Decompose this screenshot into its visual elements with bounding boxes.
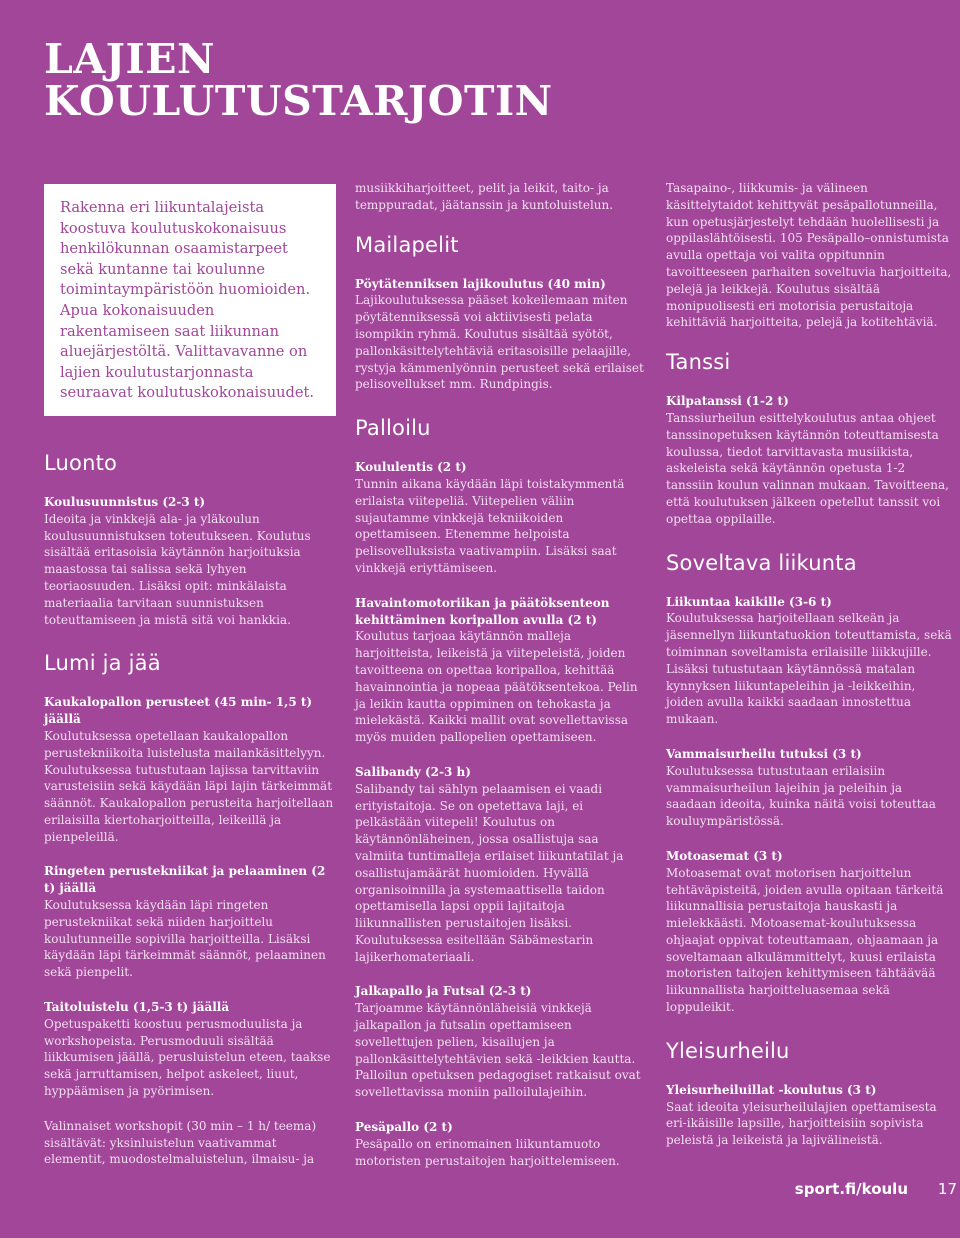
course-title: Liikuntaa kaikille (3-6 t)	[666, 594, 832, 609]
course-title: Ringeten perustekniikat ja pelaaminen (2 t) jäällä	[44, 864, 326, 896]
section-yleisurheilu	[666, 1038, 956, 1149]
course-title: Taitoluistelu (1,5-3 t) jäällä	[44, 1000, 230, 1015]
course-item	[44, 494, 336, 628]
course-title: Yleisurheiluillat -koulutus (3 t)	[666, 1082, 877, 1097]
course-item	[666, 1082, 956, 1149]
course-text: Motoasemat ovat motorisen harjoittelun tehtäväpisteitä, joiden avulla opitaan tärkeitä liikunnallisia perustaitoja hauskasti ja mielekkäästi. Motoasemat-koulutuksessa ohjaajat oppivat toteuttamaan, ohjaamaan ja soveltamaan alkulämmittelyt, kuusi erilaista motoristen taitojen kehittymiseen tähtäävää liikunnallista harjoitteluasemaa sekä loppuleikit.	[666, 865, 944, 1015]
course-text: Saat ideoita yleisurheilulajien opettamisesta eri-ikäisille lapsille, harjoitteisiin sopivista peleistä ja leikeistä ja lajivälineistä.	[666, 1099, 937, 1148]
continued-text: Tasapaino-, liikkumis- ja välineen käsittelytaidot kehittyvät pesäpallotunneilla, kun opetusjärjestelyt tehdään huolellisesti ja oppilaslähtöisesti. 105 Pesäpallo–onnistumista avulla opettaja voi valita oppitunnin tavoitteeseen parhaiten soveltuvia harjoitteita, pelejä ja leikkejä. Koulutus sisältää monipuolisesti eri motorisia perustaitoja kehittäviä harjoitteita, pelejä ja kotitehtäviä.	[666, 181, 952, 330]
section-title: Tanssi	[666, 350, 731, 375]
section-tanssi	[666, 349, 956, 527]
workshop-text: Valinnaiset workshopit (30 min – 1 h/ teema) sisältävät: yksinluistelun vaativammat elementit, muodostelmaluistelun, ilmaisu- ja	[44, 1118, 317, 1167]
section-title: Lumi ja jää	[44, 651, 161, 676]
course-text: Tarjoamme käytännönläheisiä vinkkejä jalkapallon ja futsalin opettamiseen sovellettujen pelien, kisailujen ja pallonkäsittelytehtävien sekä -leikkien kautta. Palloilun opetuksen pedagogiset ratkaisut ovat sovellettavissa moniin palloilulajeihin.	[355, 1001, 641, 1100]
course-item	[44, 694, 336, 845]
course-item	[666, 848, 956, 1016]
intro-box: Rakenna eri liikuntalajeista koostuva koulutuskokonaisuus henkilökunnan osaamistarpeet sekä kuntanne tai koulunne toimintaympäristöön huomioiden. Apua kokonaisuuden rakentamiseen saat liikunnan aluejärjestöltä. Valittavavanne on lajien koulutustarjonnasta seuraavat koulutuskokonaisuudet.	[44, 184, 336, 416]
course-text: Koulutuksessa harjoitellaan selkeän ja jäsennellyn liikuntatuokion toteuttamista, sekä toiminnan soveltamista erilaisille liikkujille. Lisäksi tutustutaan käytännössä matalan kynnyksen liikuntapeleihin ja -leikkeihin, joiden avulla kaikki saadaan innostettua mukaan.	[666, 611, 952, 727]
section-luonto	[44, 450, 336, 628]
page-title	[44, 35, 553, 125]
column-1	[44, 180, 336, 1168]
course-text: Ideoita ja vinkkejä ala- ja yläkoulun koulusuunnistuksen toteutukseen. Koulutus sisältää eritasoisia käytännön harjoituksia maastossa tai salissa sekä lyhyen teoriaosuuden. Lisäksi opit: minkälaista materiaalia tarvitaan suunnistuksen toteuttamiseen ja mistä sitä voi hankkia.	[44, 511, 311, 627]
section-title: Mailapelit	[355, 232, 459, 257]
course-item	[355, 595, 647, 746]
continued-text: musiikkiharjoitteet, pelit ja leikit, taito- ja temppuradat, jäätanssin ja kuntoluistelun.	[355, 181, 614, 212]
course-title: Jalkapallo ja Futsal (2-3 t)	[355, 984, 532, 999]
course-text: Koulutuksessa käydään läpi ringeten perustekniikat sekä niiden harjoittelu koulutunneille sopivilla harjoitteilla. Lisäksi käydään läpi tärkeimmät säännöt, pelaaminen sekä pienpelit.	[44, 898, 326, 980]
course-item	[44, 999, 336, 1100]
page-title-line1: LAJIEN	[44, 35, 215, 83]
course-item	[666, 594, 956, 728]
section-title: Luonto	[44, 450, 118, 475]
course-item	[355, 276, 647, 394]
course-title: Kilpatanssi (1-2 t)	[666, 394, 789, 409]
course-title: Salibandy (2-3 h)	[355, 764, 471, 779]
course-title: Motoasemat (3 t)	[666, 848, 783, 863]
course-text: Tunnin aikana käydään läpi toistakymmentä erilaista viitepeliä. Viitepelien väliin sujautamme vinkkejä tekniikoiden opettamiseen. Etenemme helpoista pelisovelluksista vaativampiin. Lisäksi saat vinkkejä eriyttämiseen.	[355, 476, 625, 575]
column-3	[666, 180, 956, 1167]
column-2	[355, 180, 647, 1187]
course-title: Pesäpallo (2 t)	[355, 1120, 453, 1135]
page-number: 17	[937, 1180, 957, 1198]
course-title: Havaintomotoriikan ja päätöksenteon kehittäminen koripallon avulla (2 t)	[355, 595, 610, 627]
section-title: Soveltava liikunta	[666, 550, 857, 575]
section-title: Yleisurheilu	[666, 1038, 790, 1063]
course-title: Pöytätenniksen lajikoulutus (40 min)	[355, 276, 606, 291]
course-text: Koulutuksessa tutustutaan erilaisiin vammaisurheilun lajeihin ja peleihin ja saadaan ideoita, kuinka näitä voisi toteuttaa kouluympäristössä.	[666, 763, 936, 829]
course-text: Salibandy tai sählyn pelaamisen ei vaadi erityistaitoja. Se on opetettava laji, ei pelkästään viitepeli! Koulutus on käytännönläheinen, jossa osallistuja saa valmiita tuntimalleja erilaiset liikuntatilat ja osallistujamäärät huomioiden. Hyvällä organisoinnilla ja systemaattisella taidon opettamisella lapsi oppii lajitaitoja liikunnallisten perustaitojen lisäksi. Koulutuksessa esitellään Säbämestarin lajikerhomateriaali.	[355, 781, 624, 964]
footer-url: sport.fi/koulu	[794, 1180, 908, 1198]
course-text: Tanssiurheilun esittelykoulutus antaa ohjeet tanssinopetuksen käytännön toteuttamisesta koulussa, tiedot tarvittavasta musiikista, askeleista sekä käytännön opetusta 1-2 tanssiin koulun valinnan mukaan. Tavoitteena, että koulutuksen jälkeen opetellut tanssit voi opettaa oppilaille.	[666, 410, 949, 526]
course-title: Kaukalopallon perusteet (45 min- 1,5 t) jäällä	[44, 695, 313, 727]
section-palloilu	[355, 415, 647, 1169]
section-title: Palloilu	[355, 416, 431, 441]
course-text: Koulutuksessa opetellaan kaukalopallon perustekniikoita luistelusta mailankäsittelyyn. Koulutuksessa tutustutaan lajissa tarvittaviin varusteisiin sekä käydään läpi lajin tärkeimmät säännöt. Kaukalopallon perusteita harjoitellaan erilaisilla kiertoharjoitteilla, leikeillä ja pienpeleillä.	[44, 728, 334, 844]
section-mailapelit	[355, 232, 647, 394]
course-text: Opetuspaketti koostuu perusmoduulista ja workshopeista. Perusmoduuli sisältää liikkumisen jäällä, perusluistelun eteen, taakse sekä jarruttamisen, helpot askeleet, liuut, hyppäämisen ja pyörimisen.	[44, 1016, 331, 1099]
course-text: Pesäpallo on erinomainen liikuntamuoto motoristen perustaitojen harjoittelemiseen.	[355, 1136, 620, 1168]
course-item	[355, 1119, 647, 1169]
course-title: Koulusuunnistus (2-3 t)	[44, 494, 206, 509]
section-soveltava-liikunta	[666, 550, 956, 1016]
course-item	[355, 983, 647, 1101]
course-item	[666, 746, 956, 830]
course-item	[666, 393, 956, 527]
course-item	[355, 459, 647, 577]
page-title-line2: KOULUTUSTARJOTIN	[44, 77, 553, 125]
course-item	[355, 764, 647, 966]
course-item	[44, 863, 336, 981]
course-text: Koulutus tarjoaa käytännön malleja harjoitteista, leikeistä ja viitepeleistä, joiden tavoitteena on opettaa koripalloa, kehittää havainnointia ja nopeaa päätöksentekoa. Pelin ja leikin kautta oppiminen on tehokasta ja mielekästä. Kaikki mallit ovat sovellettavissa myös muiden pallopelien opettamiseen.	[355, 629, 638, 745]
section-lumi-ja-jaa	[44, 650, 336, 1168]
course-title: Koululentis (2 t)	[355, 460, 467, 475]
course-title: Vammaisurheilu tutuksi (3 t)	[666, 746, 862, 761]
course-text: Lajikoulutuksessa pääset kokeilemaan miten pöytätenniksessä voi aktiivisesti pelata isompikin ryhmä. Koulutus sisältää syötöt, pallonkäsittelytehtäviä eritasoisille pelaajille, rystyja kämmenlyönnin perusteet sekä erilaiset pelisovellukset mm. Rundpingis.	[355, 293, 644, 392]
